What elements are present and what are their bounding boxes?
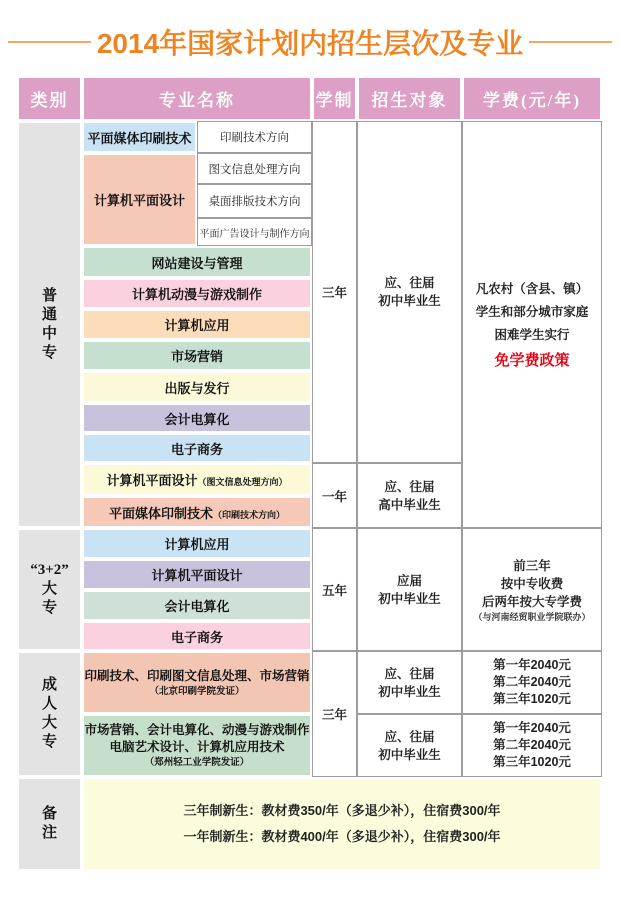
col-header-category: 类别	[17, 76, 82, 121]
category-char: 通	[41, 306, 57, 323]
col-header-tuition: 学费(元/年)	[462, 76, 602, 121]
direction-cell: 图文信息处理方向	[197, 153, 312, 184]
target-line: 应、往届	[384, 479, 435, 494]
target-line: 初中毕业生	[378, 294, 441, 308]
target-cell-3plus2	[357, 528, 462, 651]
major-cell: 会计电算化	[82, 403, 312, 433]
header-row	[17, 76, 602, 121]
major-note: （印刷技术方向）	[213, 509, 286, 520]
target-line: 高中毕业生	[378, 497, 441, 512]
tuition-line: 第二年2040元	[493, 675, 571, 689]
major-cell: 计算机应用	[82, 309, 312, 340]
category-char: 大	[41, 715, 57, 731]
col-header-duration: 学制	[312, 76, 357, 121]
category-char: 普	[41, 287, 57, 304]
target-cell-chengren	[357, 651, 462, 714]
duration-cell-five-year: 五年	[312, 528, 357, 651]
major-cell: 市场营销	[82, 340, 312, 371]
direction-cell: 桌面排版技术方向	[197, 184, 312, 218]
target-line: 应、往届	[384, 276, 435, 290]
major-name: 电脑艺术设计、计算机应用技术	[109, 740, 285, 754]
tuition-cell-chengren	[462, 651, 602, 714]
category-char: 注	[41, 825, 57, 841]
major-cell: 网站建设与管理	[82, 246, 312, 278]
tuition-cell-zhongzhuan	[462, 121, 602, 528]
tuition-line: 第三年1020元	[493, 755, 571, 769]
category-char: 大	[41, 581, 57, 597]
target-line: 初中毕业生	[378, 747, 441, 762]
category-char: 专	[41, 344, 57, 361]
target-line: 应、往届	[384, 666, 435, 681]
tuition-line: 学生和部分城市家庭	[475, 305, 589, 319]
tuition-line: 第三年1020元	[493, 692, 571, 706]
category-char: 成	[41, 677, 57, 693]
category-cell-zhongzhuan	[17, 121, 82, 528]
tuition-cell-chengren	[462, 714, 602, 777]
major-cell: 出版与发行	[82, 371, 312, 403]
major-cell-one-year	[82, 496, 312, 528]
tuition-line: 困难学生实行	[494, 328, 570, 342]
page-title: 2014年国家计划内招生层次及专业	[96, 28, 524, 59]
category-cell-chengren	[17, 651, 82, 777]
major-cell-chengren	[82, 651, 312, 714]
major-cell: 电子商务	[82, 433, 312, 463]
target-cell-one-year	[357, 463, 462, 528]
target-cell-three-year	[357, 121, 462, 463]
category-char: “3+2”	[30, 562, 69, 578]
table-row	[17, 777, 602, 871]
duration-cell-chengren: 三年	[312, 651, 357, 777]
major-note: （北京印刷学院发证）	[149, 685, 245, 697]
direction-cell: 印刷技术方向	[197, 121, 312, 153]
major-cell: 电子商务	[82, 621, 312, 651]
free-tuition-policy-highlight: 免学费政策	[494, 352, 570, 369]
tuition-line: 第一年2040元	[493, 658, 571, 672]
table-row	[17, 714, 602, 777]
remarks-cell	[82, 777, 602, 871]
category-char: 中	[41, 325, 57, 342]
major-cell-chengren	[82, 714, 312, 777]
tuition-line: 后两年按大专学费	[481, 594, 582, 609]
remarks-line: 一年制新生：教材费400/年（多退少补），住宿费300/年	[183, 829, 501, 844]
major-cell: 计算机应用	[82, 528, 312, 559]
major-cell: 会计电算化	[82, 590, 312, 621]
target-cell-chengren	[357, 714, 462, 777]
major-cell-computer-design: 计算机平面设计	[82, 153, 197, 246]
major-cell-one-year	[82, 463, 312, 496]
category-cell-remarks	[17, 777, 82, 871]
major-name: 计算机平面设计	[106, 473, 198, 488]
title-dash-right	[529, 41, 612, 43]
duration-cell-one-year: 一年	[312, 463, 357, 528]
major-cell: 计算机动漫与游戏制作	[82, 278, 312, 309]
major-name: 平面媒体印制技术	[108, 505, 213, 521]
category-char: 人	[41, 696, 57, 712]
major-note: （图文信息处理方向）	[197, 477, 288, 487]
direction-cell: 平面广告设计与制作方向	[197, 218, 312, 246]
table-row	[17, 528, 602, 559]
category-cell-3plus2	[17, 528, 82, 651]
category-char: 专	[41, 734, 57, 750]
major-name: 市场营销、会计电算化、动漫与游戏制作	[84, 723, 310, 737]
tuition-line: 凡农村（含县、镇）	[475, 282, 589, 296]
table-row	[17, 121, 602, 153]
category-char: 备	[41, 806, 57, 822]
target-line: 初中毕业生	[378, 684, 441, 699]
col-header-major: 专业名称	[82, 76, 312, 121]
major-cell: 计算机平面设计	[82, 559, 312, 590]
table-row	[17, 651, 602, 714]
target-line: 应届	[396, 573, 422, 588]
tuition-line: 按中专收费	[500, 576, 564, 591]
duration-cell-three-year: 三年	[312, 121, 357, 463]
tuition-line: 前三年	[513, 558, 551, 573]
col-header-target: 招生对象	[357, 76, 462, 121]
title-dash-left	[8, 41, 91, 43]
tuition-line: 第二年2040元	[493, 738, 571, 752]
category-char: 专	[41, 600, 57, 616]
major-name: 印刷技术、印刷图文信息处理、市场营销	[84, 668, 310, 683]
tuition-note: （与河南经贸职业学院联办）	[473, 611, 591, 622]
major-note: （郑州轻工业学院发证）	[144, 757, 250, 768]
title-row	[8, 27, 612, 57]
target-line: 应、往届	[384, 729, 435, 744]
admissions-table	[17, 76, 602, 871]
tuition-line: 第一年2040元	[493, 721, 571, 735]
remarks-line: 三年制新生：教材费350/年（多退少补），住宿费300/年	[183, 803, 501, 818]
major-cell-print-media: 平面媒体印刷技术	[82, 121, 197, 153]
tuition-cell-3plus2	[462, 528, 602, 651]
target-line: 初中毕业生	[378, 591, 441, 606]
